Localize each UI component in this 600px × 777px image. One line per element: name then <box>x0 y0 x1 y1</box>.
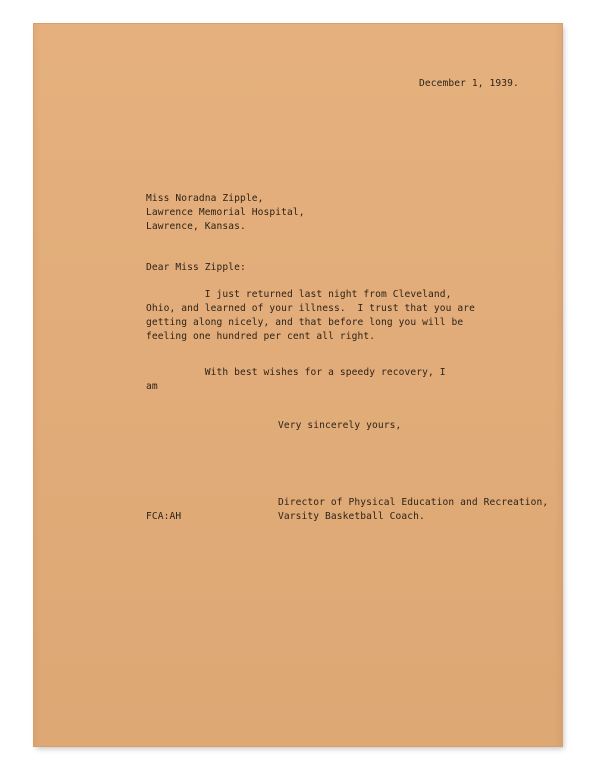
signature-title-line-2: Varsity Basketball Coach. <box>278 511 425 522</box>
body-paragraph-1: I just returned last night from Cleveland, Ohio, and learned of your illness. I trust that you are getting along nicely, and that before long you will be feeling one hundred per cent all right. <box>146 289 476 342</box>
recipient-institution: Lawrence Memorial Hospital, <box>146 207 305 218</box>
signature-title-line-1: Director of Physical Education and Recreation, <box>278 497 549 508</box>
reference-initials: FCA:AH <box>146 511 182 522</box>
complimentary-closing: Very sincerely yours, <box>278 420 402 431</box>
salutation: Dear Miss Zipple: <box>146 262 246 273</box>
signature-title-block <box>278 496 548 524</box>
recipient-address <box>146 192 305 234</box>
letter-date: December 1, 1939. <box>419 78 519 89</box>
recipient-name: Miss Noradna Zipple, <box>146 193 264 204</box>
body-paragraph-2: With best wishes for a speedy recovery, I am <box>146 367 446 392</box>
letter-page <box>34 24 562 746</box>
recipient-city: Lawrence, Kansas. <box>146 221 246 232</box>
